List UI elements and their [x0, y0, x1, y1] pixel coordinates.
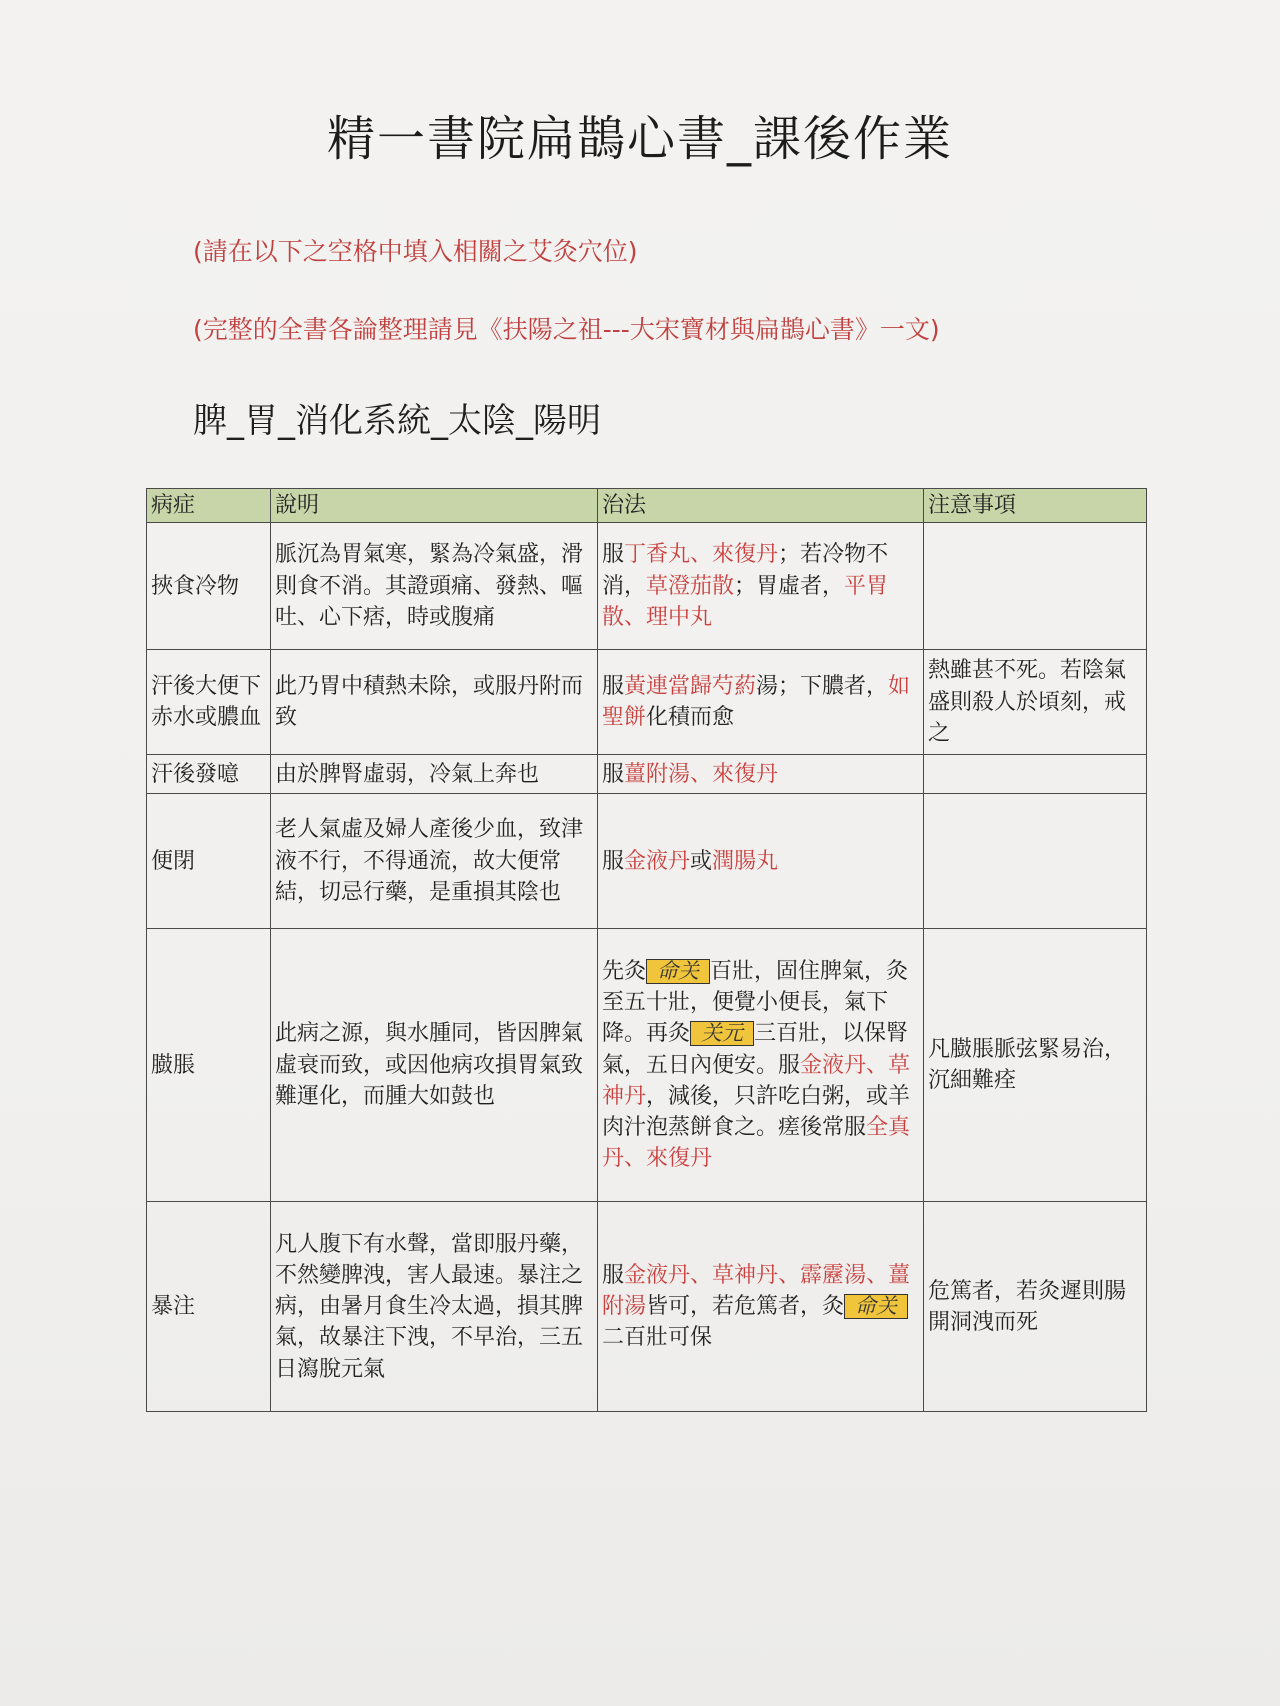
treatment-text: 服	[602, 674, 625, 699]
remedy-name: 薑附湯	[624, 761, 691, 787]
caution-cell	[924, 794, 1147, 929]
remedy-name: 金液丹	[800, 1052, 867, 1078]
description-cell: 老人氣虛及婦人產後少血，致津液不行，不得通流，故大便常結，切忌行藥，是重損其陰也	[271, 794, 598, 929]
disease-cell: 便閉	[147, 794, 271, 929]
table-row	[147, 755, 1147, 794]
table-row	[147, 650, 1147, 755]
description-cell: 由於脾腎虛弱，冷氣上奔也	[271, 755, 598, 794]
treatment-text: ，減後，只許吃白粥，或羊肉汁泡蒸餅食之。瘥後常服	[602, 1083, 911, 1141]
treatment-text: 百壯，固住脾氣，灸至五十壯，便覺小便長，氣下降。再灸	[602, 958, 909, 1047]
disease-cell: 臌脹	[147, 929, 271, 1202]
remedy-name: 來復丹	[712, 542, 779, 568]
disease-cell: 汗後發噫	[147, 755, 271, 794]
treatment-text: ；若冷物不消，	[602, 542, 889, 599]
header-caution: 注意事項	[924, 489, 1147, 523]
remedy-name: 丁香丸	[624, 542, 691, 568]
caution-cell: 凡臌脹脈弦緊易治，沉細難痊	[924, 929, 1147, 1202]
remedy-name: 來復丹	[646, 1146, 713, 1172]
treatment-text: 湯；下膿者，	[756, 674, 889, 699]
treatment-text: 服	[602, 542, 625, 568]
disease-cell: 暴注	[147, 1202, 271, 1412]
remedy-name: 薑附湯	[602, 1262, 911, 1320]
caution-cell	[924, 523, 1147, 650]
homework-table	[146, 488, 1147, 1412]
caution-cell: 危篤者，若灸遲則腸開洞洩而死	[924, 1202, 1147, 1412]
remedy-name: 平胃散	[602, 573, 889, 630]
description-cell: 此病之源，與水腫同，皆因脾氣虛衰而致，或因他病攻損胃氣致難運化，而腫大如鼓也	[271, 929, 598, 1202]
acupoint-answer: 关元	[690, 1021, 754, 1046]
treatment-text: 、	[866, 1262, 889, 1288]
acupoint-answer: 命关	[646, 959, 710, 984]
remedy-name: 金液丹	[624, 848, 691, 874]
header-treatment: 治法	[598, 489, 924, 523]
treatment-text: 二百壯可保	[602, 1325, 713, 1351]
disease-cell: 汗後大便下赤水或膿血	[147, 650, 271, 755]
table-row	[147, 523, 1147, 650]
remedy-name: 來復丹	[712, 761, 779, 787]
treatment-text: 、	[624, 604, 647, 630]
reference-note: (完整的全書各論整理請見《扶陽之祖---大宋寶材與扁鵲心書》一文)	[193, 315, 940, 344]
section-heading: 脾_胃_消化系統_太陰_陽明	[193, 401, 601, 441]
remedy-name: 全真丹	[602, 1115, 911, 1172]
treatment-text: 、	[690, 542, 713, 568]
remedy-name: 草神丹	[602, 1052, 911, 1109]
remedy-name: 黃連當歸芍葯	[624, 674, 757, 699]
description-cell: 凡人腹下有水聲，當即服丹藥，不然變脾洩，害人最速。暴注之病，由暑月食生冷太過，損其脾氣，故暴注下洩，不早治，三五日瀉脫元氣	[271, 1202, 598, 1412]
caution-cell: 熱雖甚不死。若陰氣盛則殺人於頃刻，戒之	[924, 650, 1147, 755]
treatment-cell	[598, 1202, 924, 1412]
treatment-text: 、	[690, 761, 713, 787]
treatment-text: 三百壯，以保腎氣，五日內便安。服	[602, 1021, 909, 1078]
remedy-name: 草神丹	[712, 1262, 779, 1288]
instruction-note: (請在以下之空格中填入相關之艾灸穴位)	[193, 237, 638, 266]
document-title: 精一書院扁鵲心書_課後作業	[326, 111, 953, 167]
remedy-name: 金液丹	[624, 1262, 691, 1288]
remedy-name: 理中丸	[646, 604, 713, 630]
header-disease: 病症	[147, 489, 271, 523]
disease-cell: 挾食冷物	[147, 523, 271, 650]
caution-cell	[924, 755, 1147, 794]
remedy-name: 潤腸丸	[712, 848, 779, 874]
treatment-cell	[598, 929, 924, 1202]
treatment-cell	[598, 523, 924, 650]
treatment-text: 或	[690, 848, 713, 874]
remedy-name: 霹靂湯	[800, 1262, 867, 1288]
treatment-cell	[598, 794, 924, 929]
treatment-text: 、	[778, 1262, 801, 1288]
treatment-text: 皆可，若危篤者，灸	[646, 1294, 845, 1320]
treatment-text: ；胃虛者，	[734, 573, 845, 599]
header-description: 說明	[271, 489, 598, 523]
table-row	[147, 794, 1147, 929]
treatment-text: 服	[602, 848, 625, 874]
treatment-cell	[598, 650, 924, 755]
table-row	[147, 1202, 1147, 1412]
description-cell: 此乃胃中積熱未除，或服丹附而致	[271, 650, 598, 755]
treatment-text: 、	[690, 1262, 713, 1288]
treatment-text: 先灸	[602, 958, 647, 984]
treatment-text: 、	[624, 1146, 647, 1172]
description-cell: 脈沉為胃氣寒，緊為冷氣盛，滑則食不消。其證頭痛、發熱、嘔吐、心下痞，時或腹痛	[271, 523, 598, 650]
treatment-text: 、	[866, 1052, 889, 1078]
remedy-name: 草澄茄散	[646, 573, 735, 599]
treatment-cell	[598, 755, 924, 794]
treatment-text: 化積而愈	[646, 705, 735, 731]
acupoint-answer: 命关	[844, 1294, 908, 1319]
table-row	[147, 929, 1147, 1202]
treatment-text: 服	[602, 761, 625, 787]
table-header-row	[147, 489, 1147, 523]
remedy-name: 如聖餅	[602, 674, 911, 731]
treatment-text: 服	[602, 1262, 625, 1288]
